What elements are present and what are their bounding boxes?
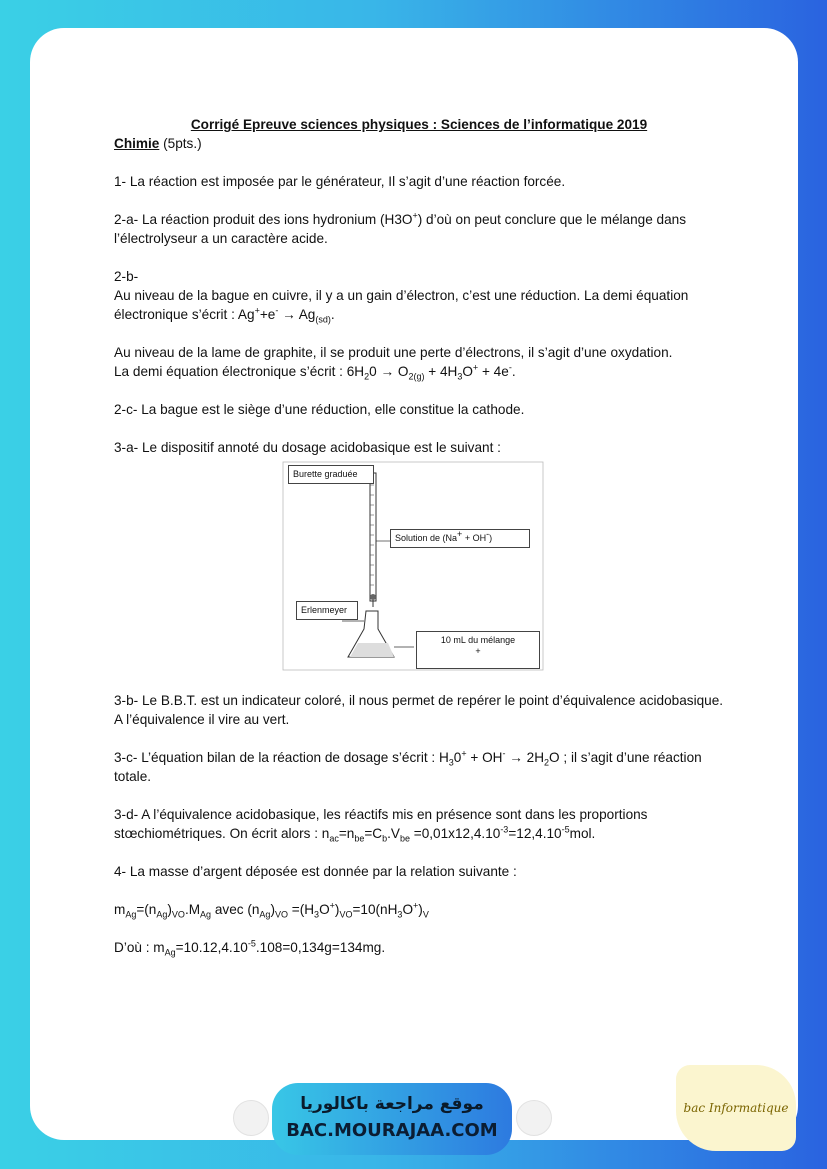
document-body xyxy=(114,115,724,976)
mixture-label: 10 mL du mélange + xyxy=(416,631,540,669)
site-logo-right xyxy=(516,1100,552,1136)
answer-3a: 3-a- Le dispositif annoté du dosage acidobasique est le suivant : xyxy=(114,440,501,455)
answer-3b: 3-b- Le B.B.T. est un indicateur coloré, il nous permet de repérer le point d’équivalence acidobasique. A l’équivalence il vire au vert. xyxy=(114,693,724,727)
answer-2b-anode-equation: La demi équation électronique s’écrit : $6H_20 \to O_{2(g)} + 4H_3O^+ + 4e^-$. xyxy=(114,362,516,382)
footer-banner[interactable] xyxy=(272,1083,512,1155)
answer-2c: 2-c- La bague est le siège d’une réduction, elle constitue la cathode. xyxy=(114,402,525,417)
answer-3d: 3-d- A l’équivalence acidobasique, les réactifs mis en présence sont dans les proportions stœchiométriques. On écrit alors : $n_{ac}=n_{be}=C_b.V_{be} =0,01x12,4.10^{-3}=12,4.10^{-5}mol$. xyxy=(114,807,648,844)
site-logo-left xyxy=(233,1100,269,1136)
answer-1: 1- La réaction est imposée par le générateur, Il s’agit d’une réaction forcée. xyxy=(114,174,566,189)
answer-2b-anode: Au niveau de la lame de graphite, il se produit une perte d’électrons, il s’agit d’une oxydation. xyxy=(114,345,673,360)
bac-informatique-badge: bac Informatique xyxy=(676,1065,796,1151)
erlenmeyer-label: Erlenmeyer xyxy=(296,601,358,620)
section-points: (5pts.) xyxy=(159,136,202,151)
answer-2b-cathode: Au niveau de la bague en cuivre, il y a un gain d’électron, c’est une réduction. La demi équation électronique s’écrit : $Ag^++e^- \to Ag_{(sd)}$. xyxy=(114,288,689,325)
answer-4: 4- La masse d’argent déposée est donnée par la relation suivante : xyxy=(114,864,517,879)
burette-label: Burette graduée xyxy=(288,465,374,484)
banner-arabic-text: موقع مراجعة باكالوريا xyxy=(300,1094,484,1114)
mass-relation: $m_{Ag}=(n_{Ag})_{VO}.M_{Ag}$ avec $(n_{Ag})_{VO} =(H_3O^+)_{VO}=10(nH_3O^+)_V$ xyxy=(114,900,429,920)
titration-diagram xyxy=(282,461,544,673)
section-title: Chimie xyxy=(114,136,160,151)
solution-label: Solution de (Na+ + OH-) xyxy=(390,529,530,548)
banner-url[interactable]: BAC.MOURAJAA.COM xyxy=(286,1120,498,1141)
answer-2b-label: 2-b- xyxy=(114,269,139,284)
answer-3c: 3-c- L’équation bilan de la réaction de dosage s’écrit : $H_30^+ + OH^- \to 2H_2O$ ; il s’agit d’une réaction totale. xyxy=(114,748,702,784)
mass-result: D’où : $m_{Ag}=10.12,4.10^{-5}.108=0,134g=134mg$. xyxy=(114,938,386,958)
document-title: Corrigé Epreuve sciences physiques : Sciences de l’informatique 2019 xyxy=(190,117,648,132)
answer-2a: 2-a- La réaction produit des ions hydronium (H3O+) d’où on peut conclure que le mélange dans l’électrolyseur a un caractère acide. xyxy=(114,210,687,246)
